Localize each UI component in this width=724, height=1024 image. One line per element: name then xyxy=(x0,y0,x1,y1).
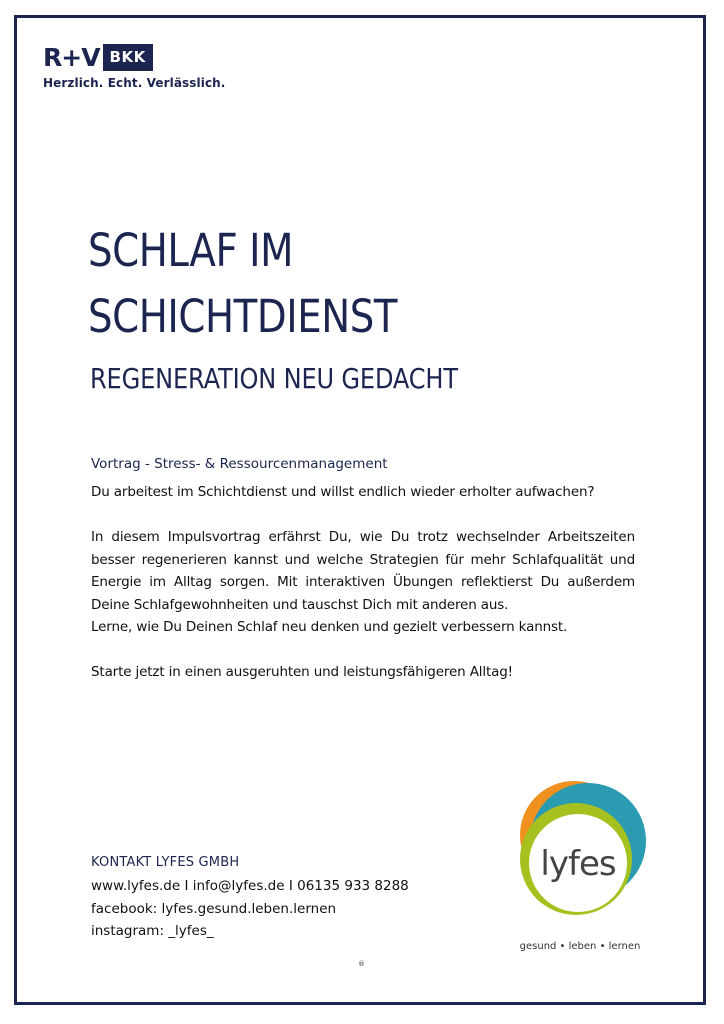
title-line-2: SCHICHTDIENST xyxy=(88,290,398,343)
lyfes-logo xyxy=(510,775,660,955)
event-kicker: Vortrag - Stress- & Ressourcenmanagement xyxy=(91,456,388,472)
body-paragraph: In diesem Impulsvortrag erfährst Du, wie Du trotz wechselnder Arbeitszeiten besser regenerieren kannst und welche Strategien für mehr Schlafqualität und Energie im Alltag sorgen. Mit interaktiven Übungen reflektierst Du außerdem Deine Schlafgewohnheiten und tauschst Dich mit anderen aus. xyxy=(91,529,635,613)
contact-section xyxy=(91,855,409,943)
contact-heading: KONTAKT LYFES GMBH xyxy=(91,855,240,870)
body-paragraph-2: Lerne, wie Du Deinen Schlaf neu denken und gezielt verbessern kannst. xyxy=(91,619,568,635)
closing-paragraph: Starte jetzt in einen ausgeruhten und leistungsfähigeren Alltag! xyxy=(91,664,513,680)
content-section xyxy=(91,456,635,684)
rv-bkk-logo xyxy=(43,44,225,90)
title-line-1: SCHLAF IM xyxy=(88,224,294,277)
logo-tagline: Herzlich. Echt. Verlässlich. xyxy=(43,76,226,90)
rv-brand: R+V xyxy=(43,43,100,72)
rv-bkk-logo-mark xyxy=(43,44,225,71)
page-title xyxy=(88,218,397,350)
intro-paragraph: Du arbeitest im Schichtdienst und willst endlich wieder erholter aufwachen? xyxy=(91,484,595,500)
registered-mark: ® xyxy=(358,960,365,968)
page-subtitle: REGENERATION NEU GEDACHT xyxy=(90,362,458,395)
contact-instagram: instagram: _lyfes_ xyxy=(91,923,214,939)
lyfes-tagline: gesund • leben • lernen xyxy=(519,941,641,952)
contact-web-mail-phone: www.lyfes.de I info@lyfes.de I 06135 933 8288 xyxy=(91,878,409,894)
lyfes-wordmark: lyfes xyxy=(540,844,616,884)
contact-facebook: facebook: lyfes.gesund.leben.lernen xyxy=(91,900,337,917)
bkk-brand: BKK xyxy=(103,44,153,71)
